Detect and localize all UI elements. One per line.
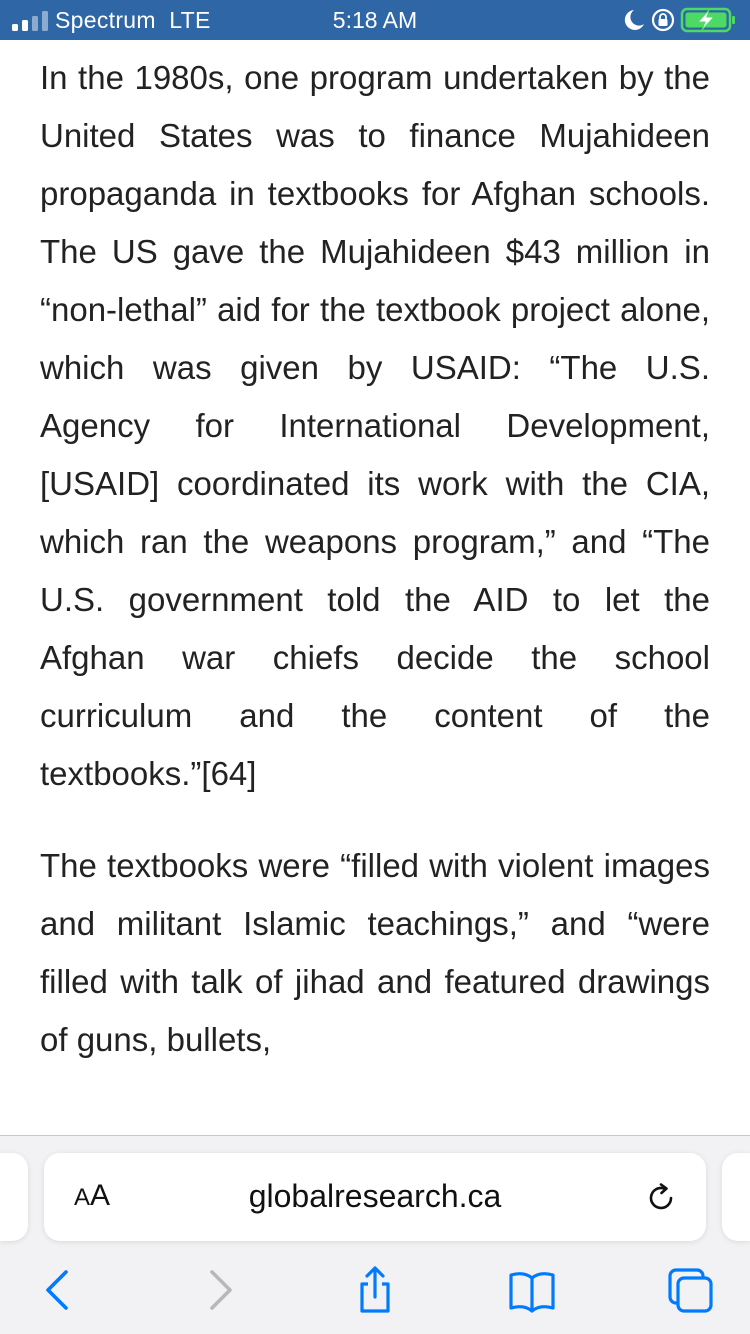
carrier-name: Spectrum [55,7,156,33]
text-size-large-a: A [90,1179,111,1212]
status-right-icons [620,7,740,33]
next-tab-preview[interactable] [722,1153,750,1241]
address-bar[interactable] [44,1153,706,1241]
browser-bottom-bar [0,1135,750,1334]
network-type: LTE [169,7,211,33]
article-paragraph: In the 1980s, one program undertaken by the United States was to finance Mujahideen propaganda in textbooks for Afghan schools. The US gave the Mujahideen $43 million in “non-lethal” aid for the textbook project alone, which was given by USAID: “The U.S. Agency for International Development, [USAID] coordinated its work with the CIA, which ran the weapons program,” and “The U.S. government told the AID to let the Afghan war chiefs decide the school curriculum and the content of the textbooks.”[64] [40,59,710,792]
back-icon[interactable] [34,1266,82,1314]
article-body [40,49,710,1069]
status-time: 5:18 AM [332,7,418,33]
status-bar [0,0,750,40]
orientation-lock-icon [653,10,673,30]
article-paragraph: The textbooks were “filled with violent images and militant Islamic teachings,” and “were filled with talk of jihad and featured drawings of guns, bullets, [40,847,710,1058]
bookmarks-icon[interactable] [508,1266,556,1314]
moon-icon [625,10,644,30]
tabs-icon[interactable] [666,1266,714,1314]
battery-charging-icon [682,9,735,31]
reload-icon[interactable] [644,1181,678,1215]
share-icon[interactable] [351,1266,399,1314]
url-text[interactable]: globalresearch.ca [248,1178,502,1214]
text-size-small-a: A [74,1184,91,1211]
forward-icon[interactable] [196,1266,244,1314]
previous-tab-preview[interactable] [0,1153,28,1241]
